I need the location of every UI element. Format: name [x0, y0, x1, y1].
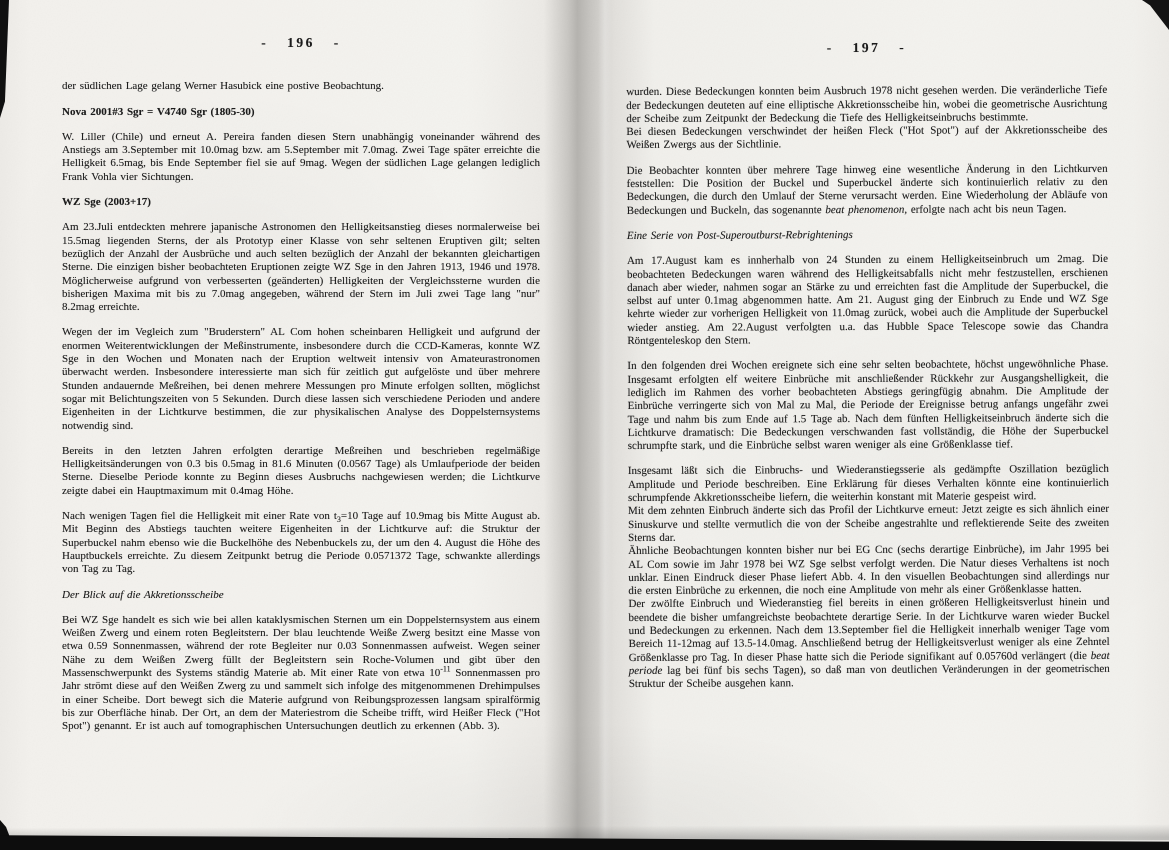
scan-edge-left-strip	[0, 0, 9, 118]
paragraph: Der zwölfte Einbruch und Wiederanstieg fiel bereits in einen größeren Helligkeitsverlust hinein und beendete die bisher umfangreichste beobachtete derartige Serie. In der Lichtkurve waren wieder Buckel und Bedeckungen zu erkennen. Nach dem 13.September fiel die Helligkeit innerhalb weniger Tage vom Bereich 11-12mag auf 13.5-14.0mag. Anschließend betrug der Helligkeitsverlust weniger als eine Zehntel Größenklasse pro Tag. In dieser Phase hatte sich die Periode signifikant auf 0.05760d verlängert (die beat periode lag bei fünf bis sechs Tagen), so daß man von deutlichen Veränderungen in der geometrischen Struktur der Scheibe ausgehen kann.	[628, 596, 1110, 691]
paragraph: Mit dem zehnten Einbruch änderte sich das Profil der Lichtkurve erneut: Jetzt zeigte es sich ähnlich einer Sinuskurve und stellte vermutlich die von der Scheibe angestrahlte und reflektierende Seite des zweiten Sterns dar.	[628, 503, 1110, 544]
paragraph: Ähnliche Beobachtungen konnten bisher nur bei EG Cnc (sechs derartige Einbrüche), im Jahr 1995 bei AL Com sowie im Jahr 1978 bei WZ Sge selbst verfolgt werden. Die Natur dieses Verhaltens ist noch unklar. Einen Eindruck dieser Phase liefert Abb. 4. In den visuellen Beobachtungen sind allerdings nur die ersten Einbrüche zu erkennen, die noch eine Amplitude von mehr als einer Größenklasse hatten.	[628, 543, 1110, 598]
paragraph: Die Beobachter konnten über mehrere Tage hinweg eine wesentliche Änderung in den Lichtkurven feststellen: Die Position der Buckel und Superbuckel änderte sich kontinuierlich relativ zu den Bedeckungen, die durch den Umlauf der Sterne verursacht werden. Eine Wiederholung der Abläufe von Bedeckungen und Buckeln, das sogenannte beat phenomenon, erfolgte nach acht bis neun Tagen.	[626, 162, 1108, 217]
page-number-right: - 197 -	[826, 39, 907, 56]
emphasis-beat-periode: beat periode	[628, 649, 1110, 677]
paragraph: Wegen der im Vegleich zum "Bruderstern" AL Com hohen scheinbaren Helligkeit und aufgrund der enormen Weiterentwicklungen der Meßinstrumente, insbesondere durch die CCD-Kameras, konnte WZ Sge in den Wochen und Monaten nach der Eruption weltweit intensiv von Amateurastronomen überwacht werden. Insbesondere interessierte man sich für zeitlich gut aufgelöste und über mehrere Stunden andauernde Meßreihen, bei denen mehrere Messungen pro Minute erfolgen sollten, möglichst sogar mit Belichtungszeiten von 5 Sekunden. Durch diese lassen sich verschiedene Perioden und andere Eigenheiten in der Lichtkurve bestimmen, die zur physikalischen Analyse des Doppelsternsystems notwendig sind.	[62, 326, 540, 432]
page-number-left: - 196 -	[261, 35, 341, 50]
emphasis-beat-phenomenon: beat phenomenon	[825, 203, 905, 216]
section-heading-akkretionsscheibe: Der Blick auf die Akkretionsscheibe	[62, 588, 224, 601]
section-heading-rebrightenings: Eine Serie von Post-Superoutburst-Rebrightenings	[626, 228, 853, 242]
section-heading-nova: Nova 2001#3 Sgr = V4740 Sgr (1805-30)	[62, 105, 255, 118]
paragraph: Insgesamt läßt sich die Einbruchs- und Wiederanstiegsserie als gedämpfte Oszillation bezüglich Amplitude und Periode beschreiben. Eine Erklärung für dieses Verhalten könnte eine kontinuierlich schrumpfende Akkretionsscheibe liefern, die weiterhin konstant mit Materie gespeist wird.	[627, 463, 1109, 505]
paragraph: W. Liller (Chile) und erneut A. Pereira fanden diesen Stern unabhängig voneinander während des Anstiegs am 3.September mit 10.0mag bzw. am 5.September mit 7.0mag. Zwei Tage später erreichte die Helligkeit 6.5mag, bis Ende September fiel sie auf 9mag. Wegen der südlichen Lage gelangen lediglich Frank Vohla vier Sichtungen.	[62, 130, 540, 183]
paragraph: der südlichen Lage gelang Werner Hasubick eine postive Beobachtung.	[62, 80, 384, 93]
paragraph: wurden. Diese Bedeckungen konnten beim Ausbruch 1978 nicht gesehen werden. Die veränderliche Tiefe der Bedeckungen deuteten auf eine elliptische Akkretionsscheibe hin, wobei die geometrische Ausrichtung der Scheibe zum Zeitpunkt der Bedeckung die Tiefe des Helligkeitseinbruchs bestimmte.	[626, 84, 1108, 125]
scan-edge-top-right-wedge	[1142, 0, 1169, 30]
right-page	[626, 40, 1110, 704]
paragraph: Bei diesen Bedeckungen verschwindet der heißen Fleck ("Hot Spot") auf der Akkretionsscheibe des Weißen Zwergs aus der Sichtlinie.	[626, 124, 1108, 152]
left-page	[62, 36, 540, 745]
paragraph: Bereits in den letzten Jahren erfolgten derartige Meßreihen und beschrieben regelmäßige Helligkeitsänderungen von 0.3 bis 0.5mag in 81.6 Minuten (0.0567 Tage) als Umlaufperiode der beiden Sterne. Dieselbe Periode konnte zu Beginn dieses Ausbruchs nachgewiesen werden; die Lichtkurve zeigte dabei ein Hauptmaximum mit 0.4mag Höhe.	[62, 444, 540, 497]
subscript: 3	[336, 515, 341, 525]
paragraph: Bei WZ Sge handelt es sich wie bei allen kataklysmischen Sternen um ein Doppelsternsystem aus einem Weißen Zwerg und einem roten Begleitstern. Der blau leuchtende Weiße Zwerg besitzt eine Masse von etwa 0.59 Sonnenmassen, während der rote Begleiter nur 0.03 Sonnenmassen aufweist. Wegen seiner Nähe zu dem Weißen Zwerg füllt der Begleitstern sein Roche-Volumen und gibt über den Massenschwerpunkt des Systems ständig Materie ab. Mit einer Rate von etwa $10^{-11}$ Sonnenmassen pro Jahr strömt diese auf den Weißen Zwerg zu und sammelt sich infolge des mitgenommenen Drehimpulses in einer Scheibe. Dort bewegt sich die Materie aufgrund von Reibungsprozessen langsam spiralförmig bis zur Oberfläche hinab. Der Ort, an dem der Materiestrom die Scheibe trifft, wird Heißer Fleck ("Hot Spot") genannt. Er ist auch auf tomographischen Untersuchungen deutlich zu erkennen (Abb. 3).	[62, 613, 541, 733]
paragraph: Am 23.Juli entdeckten mehrere japanische Astronomen den Helligkeitsanstieg dieses normalerweise bei 15.5mag liegenden Sterns, der als Prototyp einer Klasse von sehr seltenen Eruptiven gilt; selten bezüglich der Anzahl der Ausbrüche und auch selten bezüglich der Anzahl der bekannten gleichartigen Sterne. Die einzigen bisher beobachteten Eruptionen zeigte WZ Sge in den Jahren 1913, 1946 und 1978. Möglicherweise aufgrund von verbesserten (geänderten) Helligkeiten der Vergleichssterne wurden die bisherigen Maxima mit bis zu 7.0mag angegeben, während der Stern im Juli zwei Tage lang "nur" 8.2mag erreichte.	[62, 221, 540, 314]
superscript: -11	[440, 664, 451, 674]
page-gutter-highlight	[598, 0, 612, 850]
paragraph: Am 17.August kam es innherhalb von 24 Stunden zu einem Helligkeitseinbruch um 2mag. Die beobachteten Bedeckungen waren während des Helligkeitsabfalls nicht mehr festzustellen, erschienen danach aber wieder, nahmen sogar an Stärke zu und erreichten fast die Amplitude der Superbuckel, die selbst auf unter 0.1mag abgenommen hatte. Am 21. August ging der Einbruch zu Ende und WZ Sge kehrte wieder zur vorherigen Helligkeit von 11.0mag zurück, wobei auch die Amplitude der Superbuckel wieder anstieg. Am 22.August verfolgten u.a. das Hubble Space Telescope sowie das Chandra Röntgenteleskop den Stern.	[626, 253, 1109, 348]
paragraph: Nach wenigen Tagen fiel die Helligkeit mit einer Rate von $t_3=10$ Tage auf 10.9mag bis Mitte August ab. Mit Beginn des Abstiegs tauchten weitere Eigenheiten in der Lichtkurve auf: die Struktur der Superbuckel nahm ebenso wie die Buckelhöhe des Nebenbuckels zu, der um den 4. August die Höhe des Hauptbuckels erreichte. Zu diesem Zeitpunkt betrug die Periode 0.0571372 Tage, schwankte allerdings von Tag zu Tag.	[62, 510, 540, 576]
paragraph: In den folgenden drei Wochen ereignete sich eine sehr selten beobachtete, höchst ungewöhnliche Phase. Insgesamt erfolgten elf weitere Einbrüche mit anschließender Rückkehr zur Ausgangshelligkeit, die lediglich im Rahmen des vorher beobachteten Abstiegs geringfügig abnahm. Die Amplitude der Einbrüche verringerte sich von Mal zu Mal, die Periode der Ereignisse betrug anfangs ungefähr zwei Tage und nahm bis zum Ende auf 1.5 Tage ab. Nach dem fünften Helligkeitseinbruch änderte sich die Lichtkurve dramatisch: Die Bedeckungen verschwanden fast vollständig, die Höhe der Superbuckel schrumpfte stark, und die Einbrüche selbst waren weniger als eine Größenklasse tief.	[627, 358, 1109, 453]
section-heading-wz-sge: WZ Sge (2003+17)	[62, 196, 151, 209]
